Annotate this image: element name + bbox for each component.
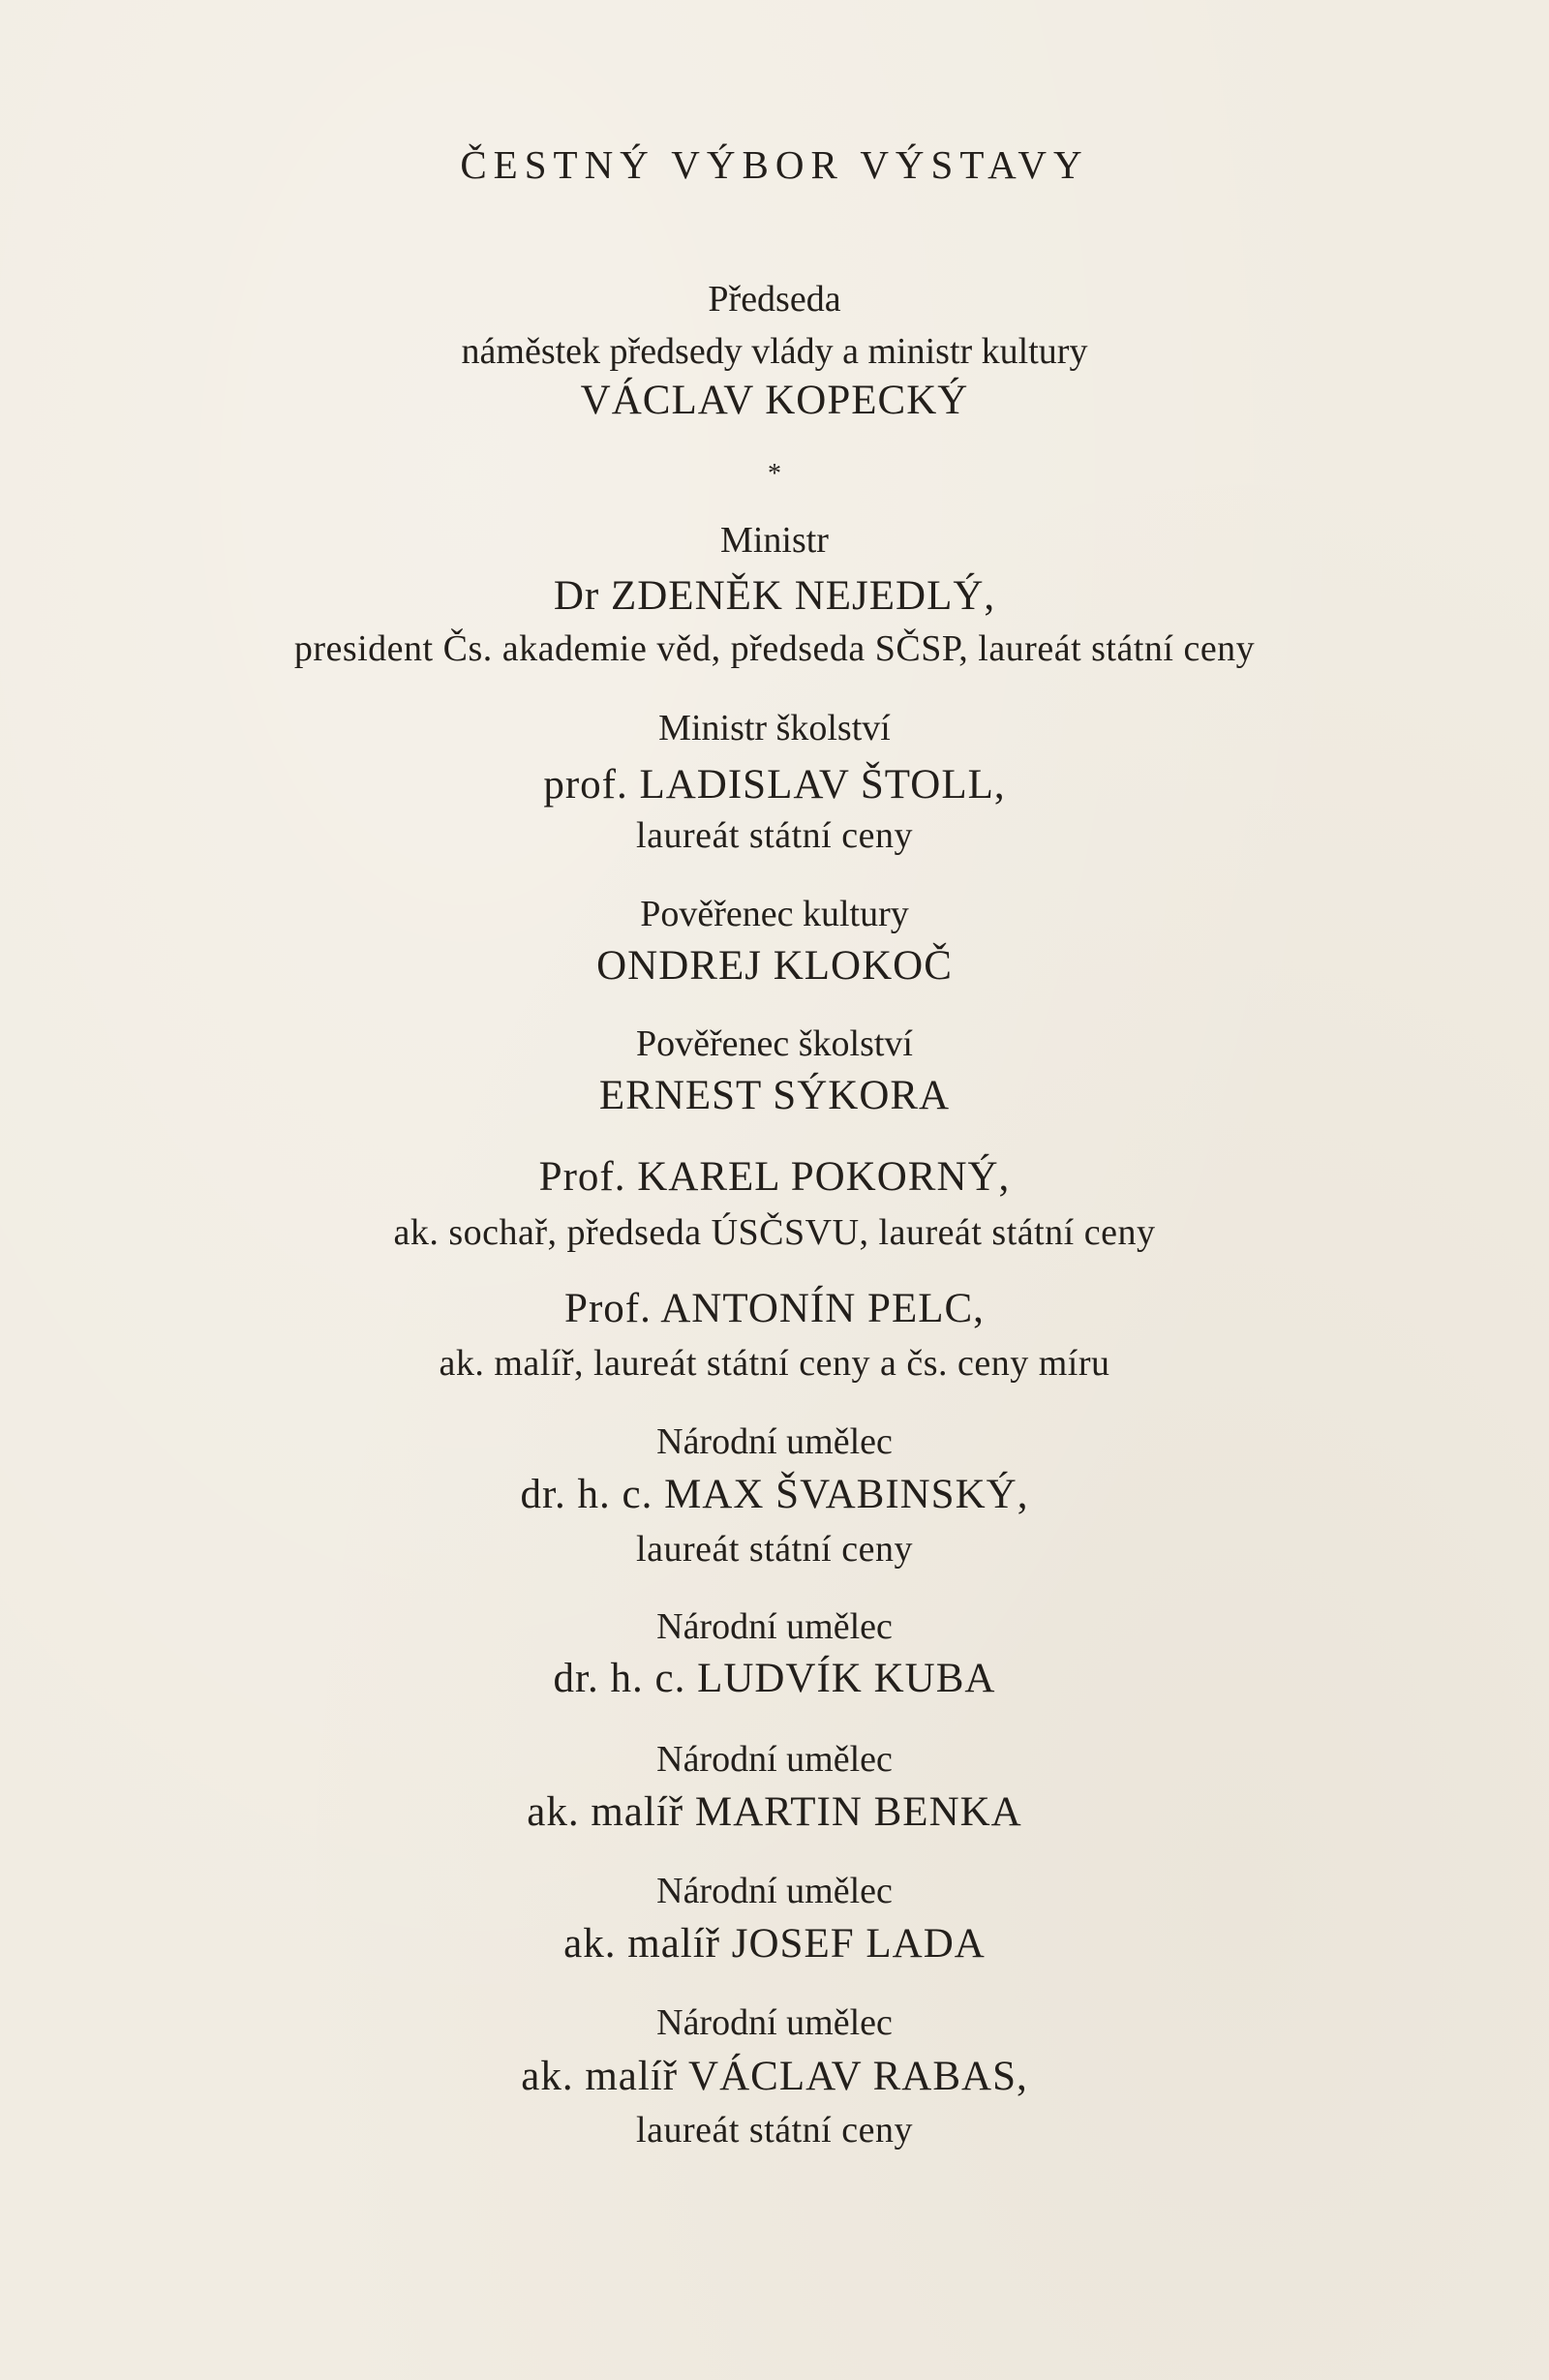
member-name: ERNEST SÝKORA [598,1073,951,1118]
member-name: dr. h. c. MAX ŠVABINSKÝ, [520,1472,1029,1517]
member-role: Národní umělec [656,2002,893,2043]
member-note: ak. malíř, laureát státní ceny a čs. ceny míru [439,1343,1110,1384]
member-name: Prof. ANTONÍN PELC, [564,1286,985,1331]
member-role: Národní umělec [656,1739,893,1780]
member-note: laureát státní ceny [636,2110,913,2151]
chairman-subrole: náměstek předsedy vlády a ministr kultury [461,331,1088,372]
member-name: Dr ZDENĚK NEJEDLÝ, [553,573,996,619]
separator-star: * [768,459,781,489]
chairman-name: VÁCLAV KOPECKÝ [580,378,969,423]
member-name: prof. LADISLAV ŠTOLL, [543,762,1006,808]
member-role: Národní umělec [656,1871,893,1911]
member-name: ak. malíř VÁCLAV RABAS, [521,2054,1028,2099]
member-note: laureát státní ceny [636,815,913,856]
member-role: Ministr [720,520,829,561]
member-note: laureát státní ceny [636,1529,913,1570]
member-name: Prof. KAREL POKORNÝ, [538,1154,1011,1200]
member-note: president Čs. akademie věd, předseda SČSP, laureát státní ceny [293,628,1256,669]
member-name: ak. malíř MARTIN BENKA [527,1789,1022,1835]
member-role: Národní umělec [656,1421,893,1462]
member-role: Pověřenec kultury [640,894,909,934]
member-note: ak. sochař, předseda ÚSČSVU, laureát státní ceny [393,1212,1156,1253]
chairman-role: Předseda [708,279,841,320]
member-role: Ministr školství [658,708,891,748]
page-title: ČESTNÝ VÝBOR VÝSTAVY [460,142,1089,187]
member-name: ONDREJ KLOKOČ [596,943,953,989]
member-role: Pověřenec školství [635,1023,913,1064]
member-name: dr. h. c. LUDVÍK KUBA [553,1656,996,1701]
member-role: Národní umělec [656,1606,893,1647]
member-name: ak. malíř JOSEF LADA [563,1921,986,1967]
